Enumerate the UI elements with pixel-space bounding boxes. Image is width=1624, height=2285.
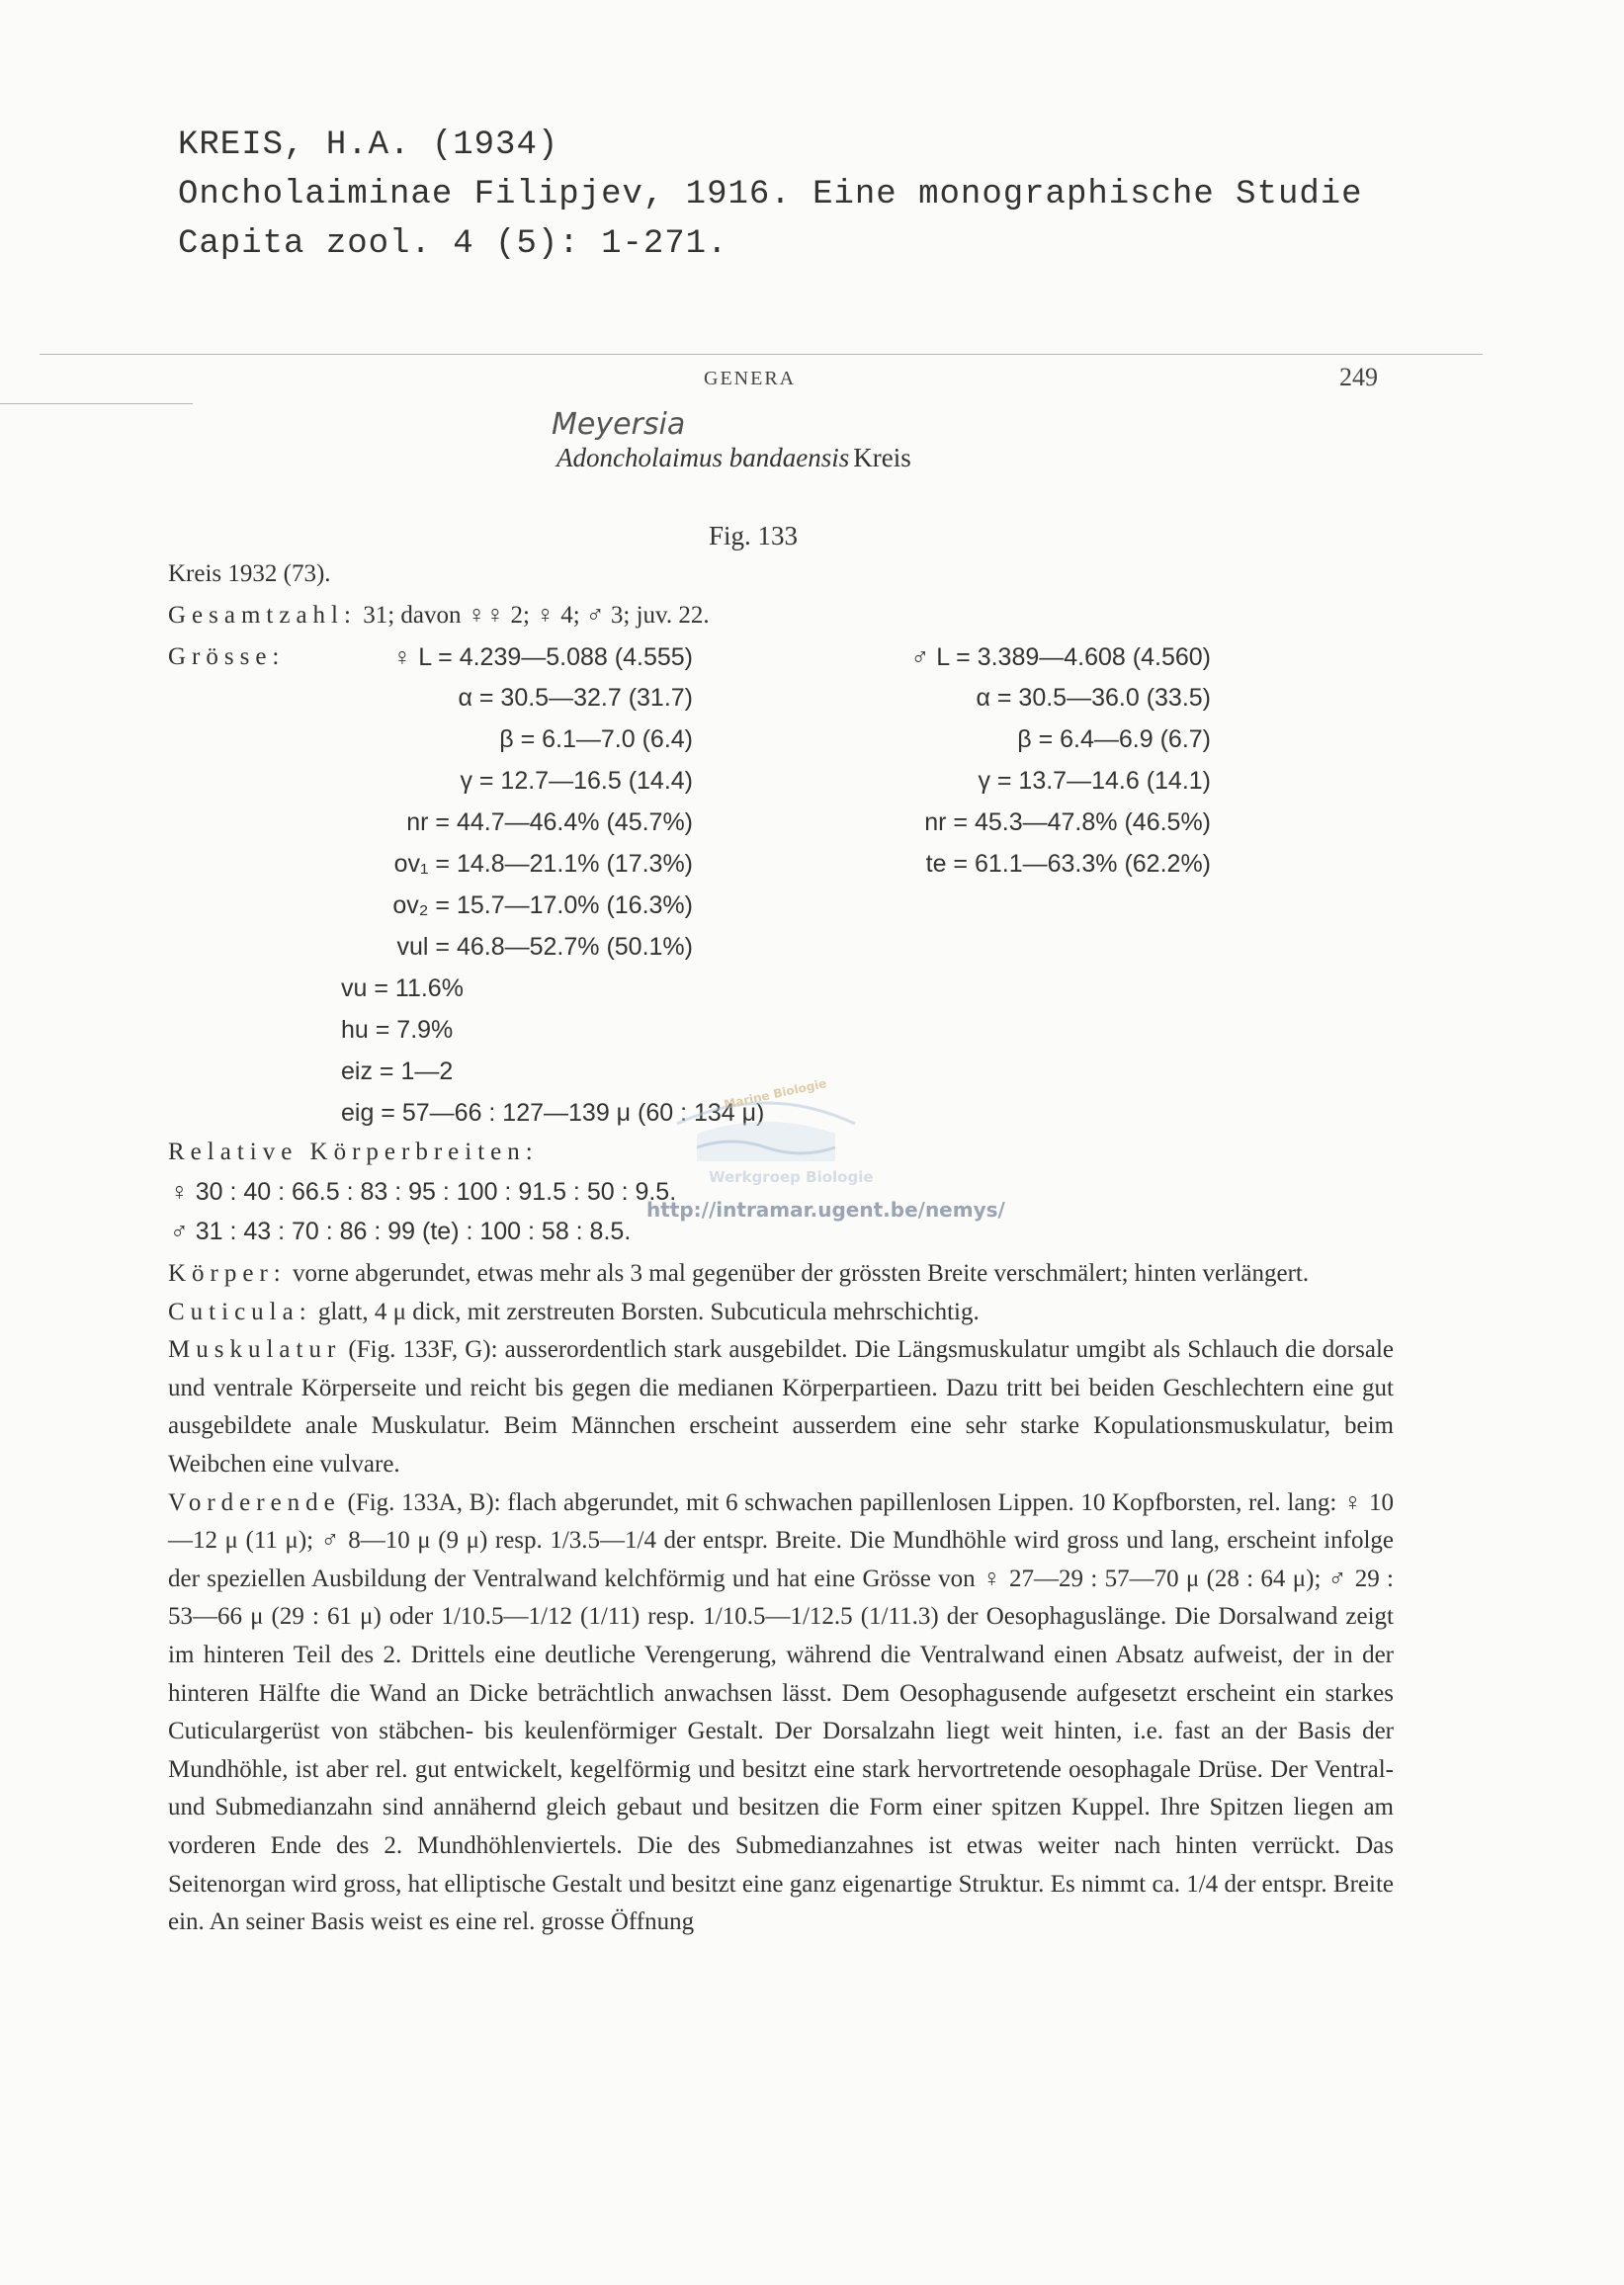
watermark-url: http://intramar.ugent.be/nemys/: [646, 1198, 1005, 1222]
species-name: Adoncholaimus bandaensis: [556, 443, 850, 472]
body-text: [168, 1255, 1394, 1942]
paragraph-muskulatur: [168, 1331, 1394, 1483]
female-measure: β = 6.1—7.0 (6.4): [499, 725, 693, 753]
vorderende-text: (Fig. 133A, B): flach abgerundet, mit 6 schwachen papillenlosen Lippen. 10 Kopfborsten, rel. lang: ♀ 10—12 μ (11 μ); ♂ 8—10 μ (9 μ) resp. 1/3.5—1/4 der entspr. Breite. Die Mundhöhle wird gross und lang, erscheint infolge der speziellen Ausbildung der Ventralwand kelchförmig und hat eine Grösse von ♀ 27—29 : 57—70 μ (28 : 64 μ); ♂ 29 : 53—66 μ (29 : 61 μ) oder 1/10.5—1/12 (1/11) resp. 1/10.5—1/12.5 (1/11.3) der Oesophaguslänge. Die Dorsalwand zeigt im hinteren Teil des 2. Drittels eine deutliche Verengerung, während die Ventralwand einen Absatz aufweist, der in der hinteren Hälfte die Wand an Dicke beträchtlich anwachsen lässt. Dem Oesophagusende aufgesetzt erscheint ein starkes Cuticulargerüst von stäbchen- bis keulenförmiger Gestalt. Der Dorsalzahn liegt weit hinten, i.e. fast an der Basis der Mundhöhle, ist aber rel. gut entwickelt, kegelförmig und besitzt eine stark hervortretende oesophagale Drüse. Der Ventral- und Submedianzahn sind annähernd gleich gebaut und besitzen die Form einer spitzen Kuppel. Ihre Spitzen liegen am vorderen Ende des 2. Mundhöhlenviertels. Die des Submedianzahnes ist etwas weiter nach hinten verrückt. Das Seitenorgan wird gross, hat elliptische Gestalt und besitzt eine ganz eigenartige Struktur. Es nimmt ca. 1/4 der entspr. Breite ein. An seiner Basis weist es eine rel. grosse Öffnung: [168, 1488, 1395, 1936]
page-number: 249: [1339, 363, 1378, 391]
female-measure: eiz = 1—2: [341, 1058, 454, 1085]
relative-label: Relative Körperbreiten:: [168, 1139, 539, 1165]
citation-line-2: Oncholaiminae Filipjev, 1916. Eine monographische Studie: [178, 176, 1363, 213]
male-measure: te = 61.1—63.3% (62.2%): [925, 850, 1211, 878]
svg-text:Werkgroep Biologie: Werkgroep Biologie: [709, 1168, 874, 1186]
paragraph-vorderende: [168, 1484, 1394, 1942]
muskulatur-text: (Fig. 133F, G): ausserordentlich stark ausgebildet. Die Längsmuskulatur umgibt als Schlauch die dorsale und ventrale Körperseite und reicht bis gegen die medianen Körperpartieen. Dazu tritt bei beiden Geschlechtern eine gut ausgebildete anale Muskulatur. Beim Männchen erscheint ausserdem eine sehr starke Kopulationsmuskulatur, beim Weibchen eine vulvare.: [168, 1336, 1394, 1478]
relative-male: ♂ 31 : 43 : 70 : 86 : 99 (te) : 100 : 58 : 8.5.: [170, 1218, 632, 1245]
header-rule-short: [0, 403, 193, 404]
paragraph-koerper: [168, 1255, 1394, 1294]
figure-label: Fig. 133: [709, 521, 799, 550]
gesamtzahl-value: 31; davon ♀♀ 2; ♀ 4; ♂ 3; juv. 22.: [363, 602, 710, 629]
female-measure: hu = 7.9%: [341, 1016, 454, 1044]
groesse-label: Grösse:: [168, 643, 286, 670]
gesamtzahl-label: Gesamtzahl:: [168, 602, 357, 629]
male-measure: γ = 13.7—14.6 (14.1): [978, 767, 1211, 795]
handwritten-annotation: Meyersia: [552, 407, 686, 442]
female-measure: ov₁ = 14.8—21.1% (17.3%): [393, 850, 693, 878]
male-measure: β = 6.4—6.9 (6.7): [1017, 725, 1211, 753]
paragraph-cuticula: [168, 1294, 1394, 1332]
female-measure: vu = 11.6%: [341, 974, 464, 1002]
species-author: Kreis: [853, 443, 911, 472]
svg-text:Marine Biologie: Marine Biologie: [723, 1076, 828, 1112]
female-measure: γ = 12.7—16.5 (14.4): [460, 767, 693, 795]
running-title: GENERA: [704, 368, 797, 389]
male-measure: nr = 45.3—47.8% (46.5%): [924, 808, 1211, 836]
female-measure: vul = 46.8—52.7% (50.1%): [396, 933, 693, 961]
muskulatur-label: Muskulatur: [168, 1336, 342, 1364]
koerper-label: Körper:: [168, 1260, 287, 1287]
gesamtzahl-row: [168, 602, 710, 630]
header-rule: [40, 354, 1483, 355]
cuticula-label: Cuticula:: [168, 1298, 312, 1325]
cuticula-text: glatt, 4 μ dick, mit zerstreuten Borsten. Subcuticula mehrschichtig.: [317, 1298, 980, 1325]
female-measure: eig = 57—66 : 127—139 μ (60 : 134 μ): [341, 1099, 765, 1127]
citation-line-1: KREIS, H.A. (1934): [178, 127, 559, 164]
relative-female: ♀ 30 : 40 : 66.5 : 83 : 95 : 100 : 91.5 : 50 : 9.5.: [170, 1178, 677, 1206]
vorderende-label: Vorderende: [168, 1488, 341, 1516]
female-measure: nr = 44.7—46.4% (45.7%): [406, 808, 693, 836]
reference: Kreis 1932 (73).: [168, 560, 331, 587]
male-measure: ♂ L = 3.389—4.608 (4.560): [910, 643, 1211, 671]
female-measure: ♀ L = 4.239—5.088 (4.555): [392, 643, 693, 671]
koerper-text: vorne abgerundet, etwas mehr als 3 mal gegenüber der grössten Breite verschmälert; hinten verlängert.: [293, 1260, 1310, 1287]
citation-line-3: Capita zool. 4 (5): 1-271.: [178, 225, 728, 263]
species-heading: [556, 443, 911, 473]
male-measure: α = 30.5—36.0 (33.5): [976, 684, 1211, 712]
female-measure: ov₂ = 15.7—17.0% (16.3%): [392, 891, 693, 919]
female-measure: α = 30.5—32.7 (31.7): [458, 684, 693, 712]
